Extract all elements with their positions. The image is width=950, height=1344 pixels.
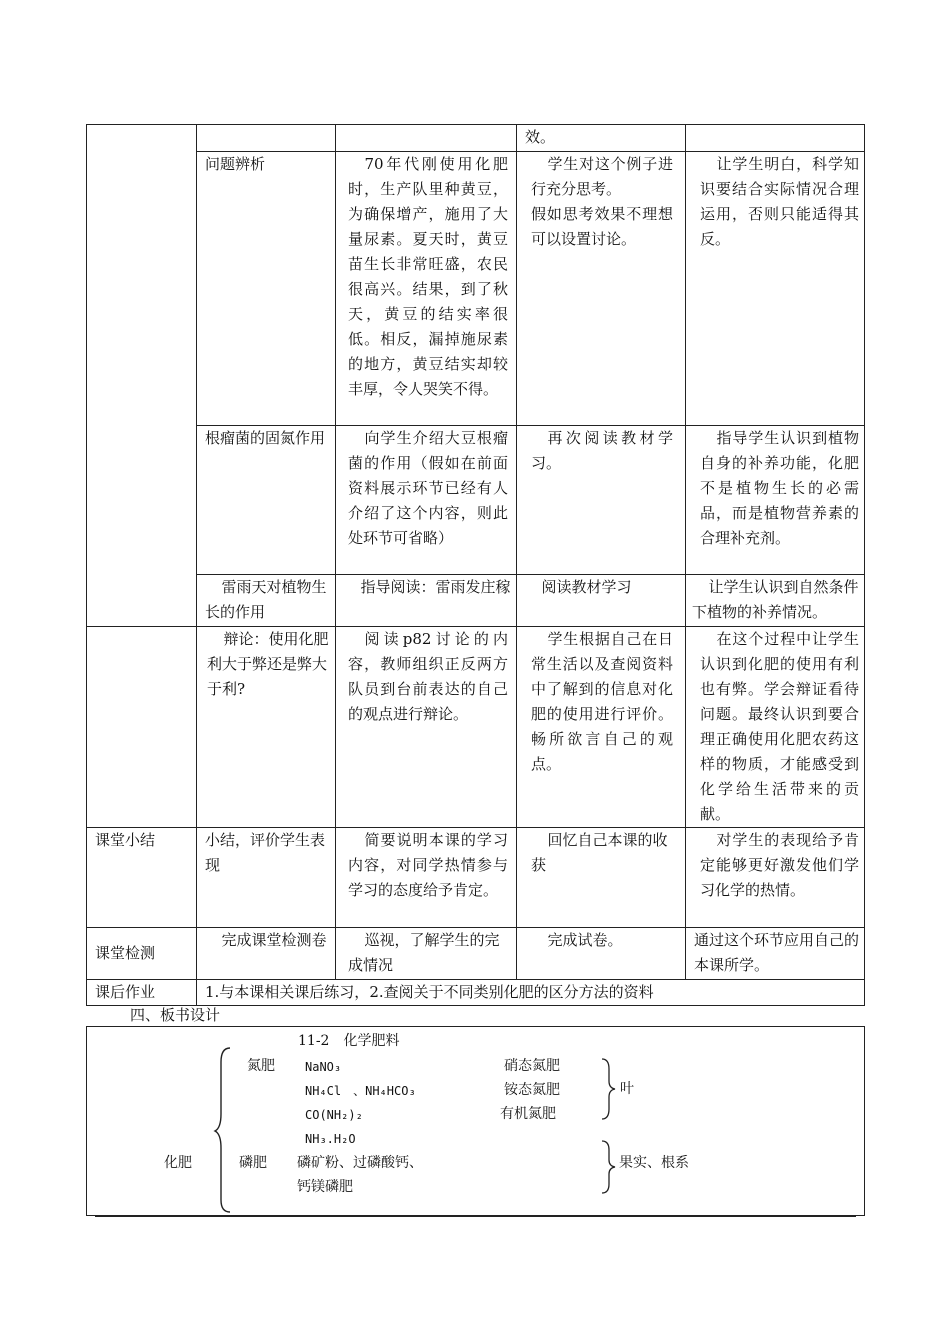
table-row: [87, 152, 865, 426]
table-row: [87, 627, 865, 828]
nitrogen-formula: NaNO₃: [305, 1060, 342, 1074]
design-intent-text: 通过这个环节应用自己的本课所学。: [694, 931, 860, 974]
design-intent-cell: [686, 627, 865, 828]
table-row: [87, 828, 865, 928]
student-activity-text: 回忆自己本课的收获: [531, 831, 668, 874]
teacher-activity-cell: [336, 426, 517, 575]
student-activity-text: 完成试卷。: [547, 931, 623, 949]
student-activity-text: 阅读教材学习: [541, 578, 632, 596]
stage-cell: [87, 125, 197, 627]
phosphorus-right-brace: [601, 1139, 617, 1195]
teacher-activity-cell: [336, 627, 517, 828]
phosphorus-label: 磷肥: [239, 1155, 267, 1171]
teacher-activity-cell: [336, 575, 517, 627]
nitrogen-type: 硝态氮肥: [504, 1058, 560, 1074]
teacher-activity-text: 70年代刚使用化肥时，生产队里种黄豆，为确保增产，施用了大量尿素。夏天时，黄豆苗生长非常旺盛，农民很高兴。结果，到了秋天，黄豆的结实率很低。相反，漏掉施尿素的地方，黄豆结实却较丰厚，令人哭笑不得。: [348, 155, 508, 398]
board-design-box: [86, 1026, 865, 1216]
design-intent-text: 让学生明白，科学知识要结合实际情况合理运用，否则只能适得其反。: [700, 155, 859, 248]
design-intent-cell: [686, 828, 865, 928]
teacher-activity-text: 阅读p82讨论的内容，教师组织正反两方队员到台前表达的自己的观点进行辩论。: [348, 630, 508, 723]
teacher-activity-cell: [336, 152, 517, 426]
nitrogen-formula: CO(NH₂)₂: [305, 1108, 363, 1122]
nitrogen-effect: 叶: [620, 1081, 634, 1097]
teacher-activity-text: 指导阅读：雷雨发庄稼: [360, 578, 511, 596]
table-row: [87, 125, 865, 152]
phosphorus-effect: 果实、根系: [619, 1155, 689, 1171]
student-activity-cell: [517, 575, 686, 627]
design-intent-text: 在这个过程中让学生认识到化肥的使用有利也有弊。学会辩证看待问题。最终认识到要合理正确使用化肥农药这样的物质，才能感受到化学给生活带来的贡献。: [700, 630, 859, 823]
student-activity-cell: [517, 426, 686, 575]
design-intent-cell: [686, 152, 865, 426]
student-activity-cell: [517, 152, 686, 426]
design-intent-text: 让学生认识到自然条件下植物的补养情况。: [692, 578, 859, 621]
activity-cell: 小结，评价学生表现: [197, 828, 336, 928]
student-activity-cell: 效。: [517, 125, 686, 152]
board-title: 11-2 化学肥料: [298, 1033, 400, 1049]
phosphorus-item: 钙镁磷肥: [297, 1179, 353, 1195]
table-row: [87, 980, 865, 1006]
nitrogen-right-brace: [601, 1057, 617, 1121]
teacher-activity-cell: [336, 125, 517, 152]
lesson-plan-table: [86, 124, 865, 1006]
table-row: [87, 928, 865, 980]
teacher-activity-text: 巡视，了解学生的完成情况: [348, 931, 500, 974]
activity-text: 完成课堂检测卷: [221, 931, 327, 949]
student-activity-cell: [517, 828, 686, 928]
student-activity-note: 假如思考效果不理想可以设置讨论。: [531, 205, 673, 248]
nitrogen-type: 有机氮肥: [500, 1106, 556, 1122]
activity-text: 雷雨天对植物生长的作用: [205, 578, 327, 621]
student-activity-text: 学生根据自己在日常生活以及查阅资料中了解到的信息对化肥的使用进行评价。畅所欲言自己的观点。: [531, 630, 673, 773]
activity-cell: [197, 627, 336, 828]
stage-cell: 课堂检测: [87, 928, 197, 980]
design-intent-cell: [686, 928, 865, 980]
design-intent-text: 指导学生认识到植物自身的补养功能，化肥不是植物生长的必需品，而是植物营养素的合理补充剂。: [700, 429, 859, 547]
section-title: 四、板书设计: [130, 1006, 221, 1024]
nitrogen-label: 氮肥: [247, 1058, 275, 1074]
nitrogen-type: 铵态氮肥: [504, 1082, 560, 1098]
homework-cell: 1.与本课相关课后练习，2.查阅关于不同类别化肥的区分方法的资料: [197, 980, 865, 1006]
teacher-activity-text: 简要说明本课的学习内容，对同学热情参与学习的态度给予肯定。: [348, 831, 508, 899]
activity-text: 辩论：使用化肥利大于弊还是弊大于利?: [207, 630, 329, 698]
teacher-activity-cell: [336, 828, 517, 928]
student-activity-text: 学生对这个例子进行充分思考。: [531, 155, 673, 198]
table-row: [87, 426, 865, 575]
phosphorus-item: 磷矿粉、过磷酸钙、: [297, 1155, 423, 1171]
activity-cell: [197, 575, 336, 627]
nitrogen-formula: NH₄Cl 、NH₄HCO₃: [305, 1084, 416, 1098]
student-activity-cell: [517, 627, 686, 828]
design-intent-cell: [686, 125, 865, 152]
nitrogen-formula: NH₃.H₂O: [305, 1132, 356, 1146]
stage-cell: 课堂小结: [87, 828, 197, 928]
root-label: 化肥: [164, 1155, 192, 1171]
board-bottom-rule: [95, 1215, 856, 1217]
activity-cell: 问题辨析: [197, 152, 336, 426]
design-intent-text: 对学生的表现给予肯定能够更好激发他们学习化学的热情。: [700, 831, 859, 899]
left-brace: [214, 1044, 234, 1214]
table-row: [87, 575, 865, 627]
design-intent-cell: [686, 575, 865, 627]
stage-cell: [87, 627, 197, 828]
student-activity-text: 再次阅读教材学习。: [531, 429, 673, 472]
activity-cell: [197, 125, 336, 152]
activity-cell: 根瘤菌的固氮作用: [197, 426, 336, 575]
stage-cell: 课后作业: [87, 980, 197, 1006]
design-intent-cell: [686, 426, 865, 575]
teacher-activity-text: 向学生介绍大豆根瘤菌的作用（假如在前面资料展示环节已经有人介绍了这个内容，则此处环节可省略）: [348, 429, 508, 547]
teacher-activity-cell: [336, 928, 517, 980]
student-activity-cell: [517, 928, 686, 980]
activity-cell: [197, 928, 336, 980]
